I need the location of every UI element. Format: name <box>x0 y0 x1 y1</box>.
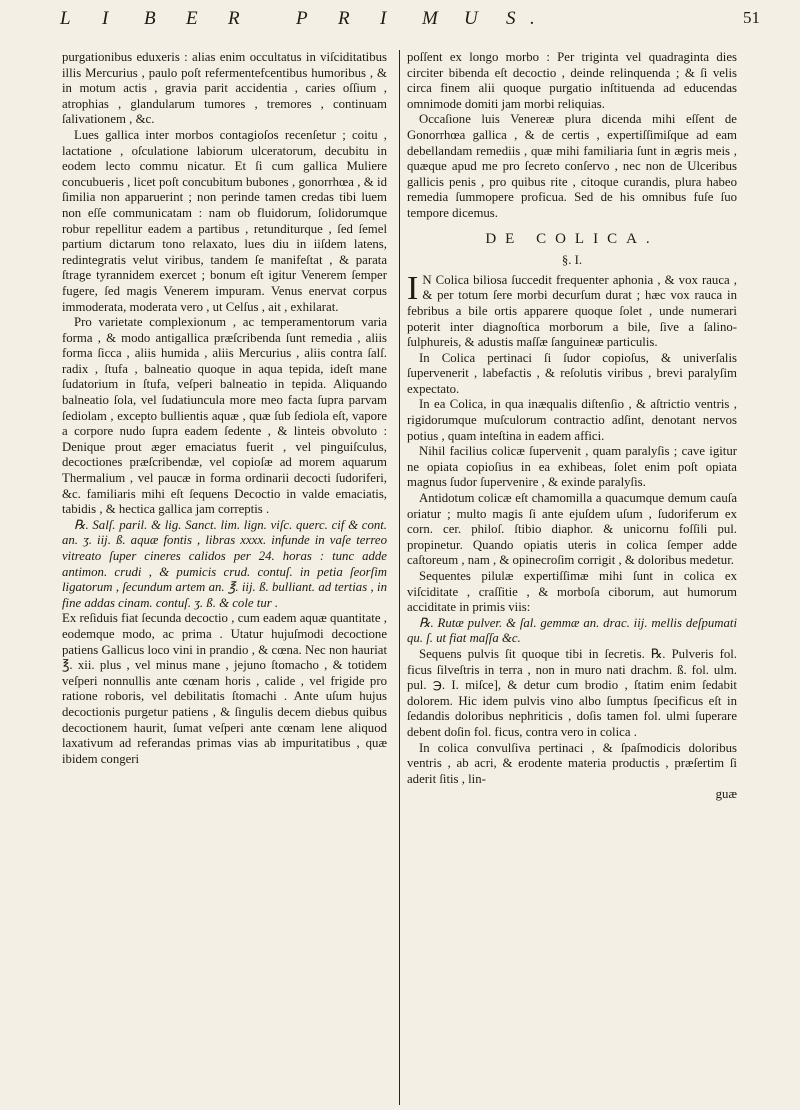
column-divider <box>399 50 400 1105</box>
paragraph: Occaſione luis Venereæ plura dicenda mihi eſſent de Gonorrhœa gallica , & de certis , expertiſſimiſque ad eam debellandam remediis , quæ mihi familiaria ſunt in ægris meis , quæque apud me pro ſecreto conſervo , nec non de Ulceribus gallicis penis , pro quibus rite , citoque curandis, plura habeo remedia ſummopere proficua. Sed de his omnibus fuſe ſuo tempore dicemus. <box>407 112 737 220</box>
paragraph: In Colica pertinaci ſi ſudor copioſus, & univerſalis ſupervenerit , labefactis , & reſolutis viribus , brevi paralyſim expectato. <box>407 350 737 396</box>
running-head-letter: M <box>422 8 438 29</box>
paragraph: Lues gallica inter morbos contagioſos recenſetur ; coitu , lactatione , oſculatione labiorum ulceratorum, decubitu in eodem lecto commu nicatur. Et ſi cum gallica Muliere concubueris , licet poſt concubitum bubones , gonorrhœa , & id ſimilia non apparuerint ; non perinde tamen credas tibi luem non eſſe communicatam : nam ob fluidorum, ſolidorumque robur repellitur eadem a partibus , retunditurque , ſed ſemel partium dictarum tono relaxato, lues diu in iiſdem latens, redintegratis velut viribus, tandem ſe manifeſtat , & parata ſtrage tyrannidem exercet ; bonum eſt igitur Venerem ſemper fugere, ſed magis Venerem impuram. Venus enervat corpus immoderata, moderata vero , ut Celſus , ait , exhilarat. <box>62 127 387 314</box>
page-number: 51 <box>743 8 760 27</box>
paragraph: Sequens pulvis ſit quoque tibi in ſecretis. ℞. Pulveris fol. ficus ſilveſtris in terra , non in muro nati drachm. ß. fol. ulm. pul. ℈. I. miſce], & detur cum brodio , ſtatim enim ſedabit dolorem. Hic idem pulvis vino albo ſumptus ſpecificus eſt in ſedandis doloribus nephriticis , doſis tamen fol. ulmi ſuperare debent doſin fol. ficus, contra vero in colica . <box>407 646 737 739</box>
catchword: guæ <box>715 787 737 802</box>
running-head-letter: S <box>506 8 516 29</box>
paragraph: Antidotum colicæ eſt chamomilla a quacumque demum cauſa oriatur ; multo magis ſi ante ejuſdem uſum , ſudoriferum ex corn. cer. philoſ. ſtibio diaphor. & unicornu foſſili pul. propinetur. Quando opiatis uteris in colica ſemper adde caſtoreum , nam , & opinecroſim corrigit , & doloribus medetur. <box>407 491 737 568</box>
running-head-letter: L <box>60 8 71 29</box>
running-head-letter: R <box>228 8 240 29</box>
running-head-letter: I <box>102 8 109 29</box>
running-head-letter: U <box>464 8 478 29</box>
paragraph: In colica convulſiva pertinaci , & ſpaſmodicis doloribus ventris , ab acri, & erodente materia productis , præſertim ſi aderit ſitis , lin- <box>407 740 737 786</box>
running-head-letter: E <box>186 8 198 29</box>
paragraph <box>407 269 737 351</box>
section-number: §. I. <box>561 253 583 268</box>
recipe-formula: ℞. Rutæ pulver. & ſal. gemmæ an. drac. iij. mellis deſpumati qu. ſ. ut fiat maſſa &c. <box>407 615 737 646</box>
right-column <box>407 50 737 803</box>
paragraph: Ex reſiduis fiat ſecunda decoctio , cum eadem aquæ quantitate , eodemque modo, ac prima . Utatur hujuſmodi decoctione patiens Gallicus loco vini in prandio , & cœna. Nec non hauriat ℥. xii. plus , vel minus mane , jejuno ſtomacho , & totidem veſperi nonnullis ante cœnam horis , calide , vel frigide pro ratione roboris, vel debilitatis ſtomachi . Ante uſum hujus decoctionis purgetur patiens , & ſingulis decem diebus quibus decoctionem haurit, ſumat veſperi ante cœnam lene aliquod laxativum ad referandas primas vias ab impuritatibus , quæ ibidem congeri <box>62 611 387 766</box>
drop-cap: I <box>407 269 419 307</box>
paragraph: In ea Colica, in qua inæqualis diſtenſio , & aſtrictio ventris , rigidorumque muſculorum contractio adſint, denotant nervos potius , quam inteſtina in eadem affici. <box>407 397 737 443</box>
running-head-letter: P <box>296 8 308 29</box>
paragraph: Nihil facilius colicæ ſupervenit , quam paralyſis ; cave igitur ne opiata copioſius in ea exhibeas, ſolet enim poſt opiata magnus ſudor ſupervenire , & exinde paralyſis. <box>407 444 737 490</box>
paragraph: Pro varietate complexionum , ac temperamentorum varia forma , & modo antigallica præſcribenda ſunt remedia , aliis forma ſicca , aliis humida , aliis Mercurius , aliis contra ſalſ. radix , ſtufa , balneatio quoque in aqua tepida, ideſt mane ſudatorium in ſtufa, veſperi balneatio in tepida. Aliquando balneatio ſola, vel ſudatiuncula more meo facta ſupra parvam ſediolam , excepto bullientis aquæ , quæ ſub ſediola eſt, vapore a corpore nudo ſupra eadem ſedente , & linteis obvoluto : Denique prout æger emaciatus fuerit , vel pinguiſculus, decoctiones præſcribendæ, vel copioſæ ad morem aquarum Thermalium , vel paucæ in forma ordinarii decocti ſudoriferi, &c. familiaris mihi eſt ſequens Decoctio in valde emaciatis, tabidis , & hectica gallica jam correptis . <box>62 315 387 517</box>
paragraph: purgationibus eduxeris : alias enim occultatus in viſciditatibus illis Mercurius , paulo poſt refermentefcentibus humoribus , & in motum actis , gravia parit accidentia , caries oſſium , atrophias , glandularum tumores , tremores , continuam ſalivationem , &c. <box>62 50 387 127</box>
left-column <box>62 50 387 767</box>
recipe-formula: ℞. Salſ. paril. & lig. Sanct. lim. lign. viſc. querc. cif & cont. an. ʒ. iij. ß. aquæ fontis , libras xxxx. infunde in vaſe terreo vitreato ſuper cineres calidos per 24. horas : tunc adde antimon. crudi , & pumicis crud. contuſ. in petia ſeorſim ligatorum , ſecundum artem an. ℥. iij. ß. bulliant. ad tertias , in fine addas cinam. contuſ. ʒ. ß. & cole tur . <box>62 517 387 610</box>
paragraph: poſſent ex longo morbo : Per triginta vel quadraginta dies circiter bibenda eſt decoctio , deinde relinquenda ; & ſi velis circa finem alii quoque purgatio inſtituenda ad educendas omnimode domiti jam morbi reliquias. <box>407 50 737 111</box>
paragraph: Sequentes pilulæ expertiſſimæ mihi ſunt in colica ex viſciditate , craſſitie , & morboſa ciborum, aut humorum acciditate in primis viis: <box>407 569 737 615</box>
paragraph-text: N Colica biliosa ſuccedit frequenter aphonia , & vox rauca , & per totum ſere morbi decurſum durat ; hæc vox rauca in febribus a bile ortis apparere quoque ſolet , unde numerari poterit inter diagnoſtica morborum a bile, ſive a ſalino-ſulphureis, & adustis maſſæ ſanguineæ particulis. <box>407 272 737 350</box>
running-head-letter: I <box>380 8 387 29</box>
running-head-letter: . <box>530 8 535 29</box>
running-head-letter: R <box>338 8 350 29</box>
running-head-letter: B <box>144 8 156 29</box>
running-head <box>60 4 760 34</box>
section-title: DE COLICA. <box>485 230 659 247</box>
